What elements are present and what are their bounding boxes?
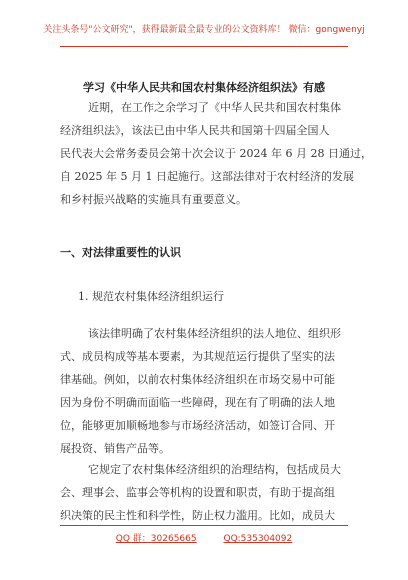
intro-line: 经济组织法》，该法已由中华人民共和国第十四届全国人 xyxy=(60,124,330,137)
paragraph-line: 该法律明确了农村集体经济组织的法人地位、组织形 xyxy=(88,327,341,340)
intro-paragraph xyxy=(60,96,372,211)
header-promo-text: 关注头条号"公文研究"，获得最新最全最专业的公文资料库！ 微信：gongwenyj xyxy=(43,25,365,35)
page-header xyxy=(0,22,408,35)
paragraph-line: 它规定了农村集体经济组织的治理结构，包括成员大 xyxy=(88,463,341,476)
body-paragraph-2 xyxy=(60,458,348,527)
intro-line: 近期，在工作之余学习了《中华人民共和国农村集体 xyxy=(88,101,341,114)
document-title: 学习《中华人民共和国农村集体经济组织法》有感 xyxy=(83,81,325,94)
body-paragraph-1 xyxy=(60,322,348,460)
subsection-heading: 1. 规范农村集体经济组织运行 xyxy=(78,290,224,303)
intro-line: 自 2025 年 5 月 1 日起施行。这部法律对于农村经济的发展 xyxy=(60,170,354,183)
intro-line: 和乡村振兴战略的实施具有重要意义。 xyxy=(60,193,247,206)
section-heading: 一、对法律重要性的认识 xyxy=(60,246,181,259)
footer-qq-group: QQ 群：30265665 xyxy=(115,534,197,544)
intro-line: 民代表大会常务委员会第十次会议于 2024 年 6 月 28 日通过， xyxy=(60,147,372,160)
page-footer xyxy=(0,531,408,544)
footer-divider xyxy=(60,525,348,526)
paragraph-line: 律基础。例如，以前农村集体经济组织在市场交易中可能 xyxy=(60,373,335,386)
paragraph-line: 式、成员构成等基本要素，为其规范运行提供了坚实的法 xyxy=(60,350,335,363)
paragraph-line: 展投资、销售产品等。 xyxy=(60,442,170,455)
paragraph-line: 会、理事会、监事会等机构的设置和职责，有助于提高组 xyxy=(60,486,335,499)
footer-qq-number: QQ:535304092 xyxy=(223,534,293,544)
paragraph-line: 因为身份不明确而面临一些障碍，现在有了明确的法人地 xyxy=(60,396,335,409)
header-divider xyxy=(60,46,348,47)
paragraph-line: 织决策的民主性和科学性，防止权力滥用。比如，成员大 xyxy=(60,509,335,522)
paragraph-line: 位，能够更加顺畅地参与市场经济活动，如签订合同、开 xyxy=(60,419,335,432)
